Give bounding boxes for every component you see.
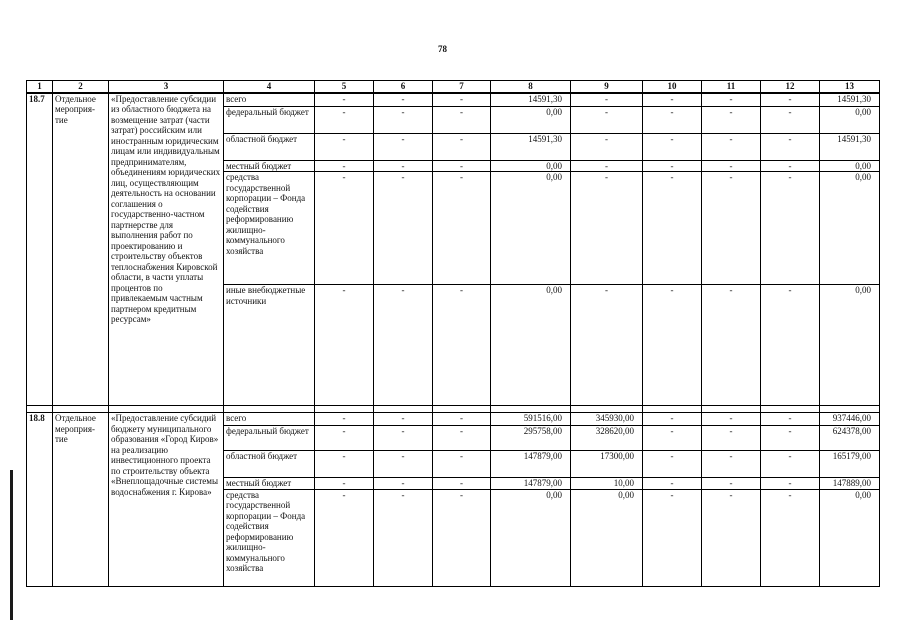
funding-source: местный бюджет [224,478,315,490]
funding-source: всего [224,93,315,107]
value-cell: - [761,285,820,406]
value-cell: - [702,106,761,133]
value-cell: - [643,172,702,285]
value-cell: - [643,478,702,490]
value-cell: - [433,451,491,478]
value-cell: - [702,160,761,172]
value-cell: - [571,93,643,107]
value-cell: - [315,489,374,586]
value-cell: - [433,106,491,133]
value-cell: - [433,172,491,285]
value-cell: - [643,93,702,107]
value-cell: 0,00 [491,160,571,172]
value-cell: - [761,106,820,133]
value-cell: 0,00 [491,489,571,586]
value-cell: - [761,426,820,451]
value-cell: - [761,478,820,490]
column-header: 8 [491,81,571,93]
value-cell: 0,00 [491,172,571,285]
funding-source: всего [224,413,315,426]
value-cell: 14591,30 [820,133,880,160]
value-cell: 147889,00 [820,478,880,490]
item-number: 18.8 [27,413,53,587]
value-cell: 14591,30 [491,93,571,107]
value-cell: 10,00 [571,478,643,490]
column-header: 2 [53,81,109,93]
value-cell: - [374,285,433,406]
column-header: 4 [224,81,315,93]
value-cell: 937446,00 [820,413,880,426]
funding-source: средства государственной корпорации – Фонда содействия реформированию жилищно-коммунального хозяйства [224,172,315,285]
item-description: «Предоставление субсидии из областного бюджета на возмещение затрат (части затрат) российским или иностранным юридическим лицам или индивидуальным предпринимателям, объединениям юридических лиц, осуществляющим деятельность на основании соглашения о государственно-частном партнерстве для выполнения работ по проектированию и строительству объектов теплоснабжения Кировской области, в части уплаты процентов по привлекаемым частным партнером кредитным ресурсам» [109,93,224,406]
value-cell: - [374,93,433,107]
value-cell: - [433,426,491,451]
value-cell: 165179,00 [820,451,880,478]
value-cell: 0,00 [571,489,643,586]
value-cell: - [374,106,433,133]
value-cell: - [315,133,374,160]
value-cell: - [761,413,820,426]
scan-edge-mark [10,470,13,620]
value-cell: - [643,133,702,160]
funding-source: федеральный бюджет [224,106,315,133]
column-header: 13 [820,81,880,93]
separator-cell [643,406,702,413]
value-cell: - [643,285,702,406]
value-cell: 0,00 [491,285,571,406]
value-cell: - [374,172,433,285]
value-cell: - [374,160,433,172]
value-cell: - [702,285,761,406]
separator-cell [820,406,880,413]
funding-source: федеральный бюджет [224,426,315,451]
value-cell: - [761,451,820,478]
value-cell: - [761,93,820,107]
value-cell: - [761,172,820,285]
value-cell: - [571,133,643,160]
value-cell: 624378,00 [820,426,880,451]
value-cell: 14591,30 [820,93,880,107]
value-cell: - [315,160,374,172]
value-cell: 14591,30 [491,133,571,160]
value-cell: - [702,478,761,490]
separator-cell [374,406,433,413]
separator-cell [433,406,491,413]
value-cell: - [761,133,820,160]
value-cell: 0,00 [491,106,571,133]
value-cell: 345930,00 [571,413,643,426]
value-cell: - [315,451,374,478]
value-cell: - [374,426,433,451]
item-type: Отдельное мероприя-тие [53,93,109,406]
value-cell: - [702,413,761,426]
value-cell: - [761,489,820,586]
value-cell: - [571,106,643,133]
table-row [27,413,880,426]
value-cell: - [433,133,491,160]
value-cell: - [702,133,761,160]
value-cell: - [702,172,761,285]
separator-cell [491,406,571,413]
value-cell: - [315,106,374,133]
item-number: 18.7 [27,93,53,406]
column-header: 1 [27,81,53,93]
funding-source: областной бюджет [224,451,315,478]
separator-cell [702,406,761,413]
value-cell: 0,00 [820,172,880,285]
separator-cell [315,406,374,413]
value-cell: - [374,489,433,586]
funding-source: областной бюджет [224,133,315,160]
value-cell: - [433,93,491,107]
value-cell: 147879,00 [491,478,571,490]
column-header: 3 [109,81,224,93]
value-cell: - [571,285,643,406]
value-cell: - [315,93,374,107]
item-description: «Предоставление субсидий бюджету муниципального образования «Город Киров» на реализацию инвестиционного проекта по строительству объекта «Внеплощадочные системы водоснабжения г. Кирова» [109,413,224,587]
value-cell: - [702,93,761,107]
value-cell: 147879,00 [491,451,571,478]
separator-cell [27,406,53,413]
value-cell: - [374,413,433,426]
value-cell: - [315,478,374,490]
value-cell: - [643,106,702,133]
value-cell: - [433,285,491,406]
value-cell: 295758,00 [491,426,571,451]
value-cell: - [643,413,702,426]
value-cell: - [315,285,374,406]
separator-cell [761,406,820,413]
separator-cell [109,406,224,413]
funding-source: иные внебюджетные источники [224,285,315,406]
funding-source: средства государственной корпорации – Фонда содействия реформированию жилищно-коммунального хозяйства [224,489,315,586]
value-cell: 591516,00 [491,413,571,426]
value-cell: - [643,489,702,586]
column-header: 10 [643,81,702,93]
value-cell: - [433,413,491,426]
row-separator [27,406,880,413]
separator-cell [53,406,109,413]
value-cell: - [643,160,702,172]
value-cell: - [702,426,761,451]
budget-table [26,80,880,587]
value-cell: 328620,00 [571,426,643,451]
value-cell: - [315,172,374,285]
column-header: 7 [433,81,491,93]
value-cell: - [374,133,433,160]
value-cell: - [702,451,761,478]
value-cell: 0,00 [820,106,880,133]
value-cell: - [702,489,761,586]
value-cell: - [433,489,491,586]
column-header: 6 [374,81,433,93]
value-cell: - [571,160,643,172]
column-number-row [27,81,880,93]
value-cell: - [643,451,702,478]
column-header: 12 [761,81,820,93]
value-cell: - [643,426,702,451]
table-row [27,93,880,107]
separator-cell [571,406,643,413]
value-cell: - [433,478,491,490]
value-cell: - [374,451,433,478]
funding-source: местный бюджет [224,160,315,172]
item-type: Отдельное мероприя-тие [53,413,109,587]
page-number: 78 [438,44,447,54]
value-cell: 17300,00 [571,451,643,478]
value-cell: 0,00 [820,160,880,172]
value-cell: - [433,160,491,172]
value-cell: 0,00 [820,489,880,586]
value-cell: - [374,478,433,490]
value-cell: 0,00 [820,285,880,406]
column-header: 11 [702,81,761,93]
value-cell: - [315,426,374,451]
column-header: 9 [571,81,643,93]
separator-cell [224,406,315,413]
value-cell: - [315,413,374,426]
value-cell: - [571,172,643,285]
column-header: 5 [315,81,374,93]
value-cell: - [761,160,820,172]
